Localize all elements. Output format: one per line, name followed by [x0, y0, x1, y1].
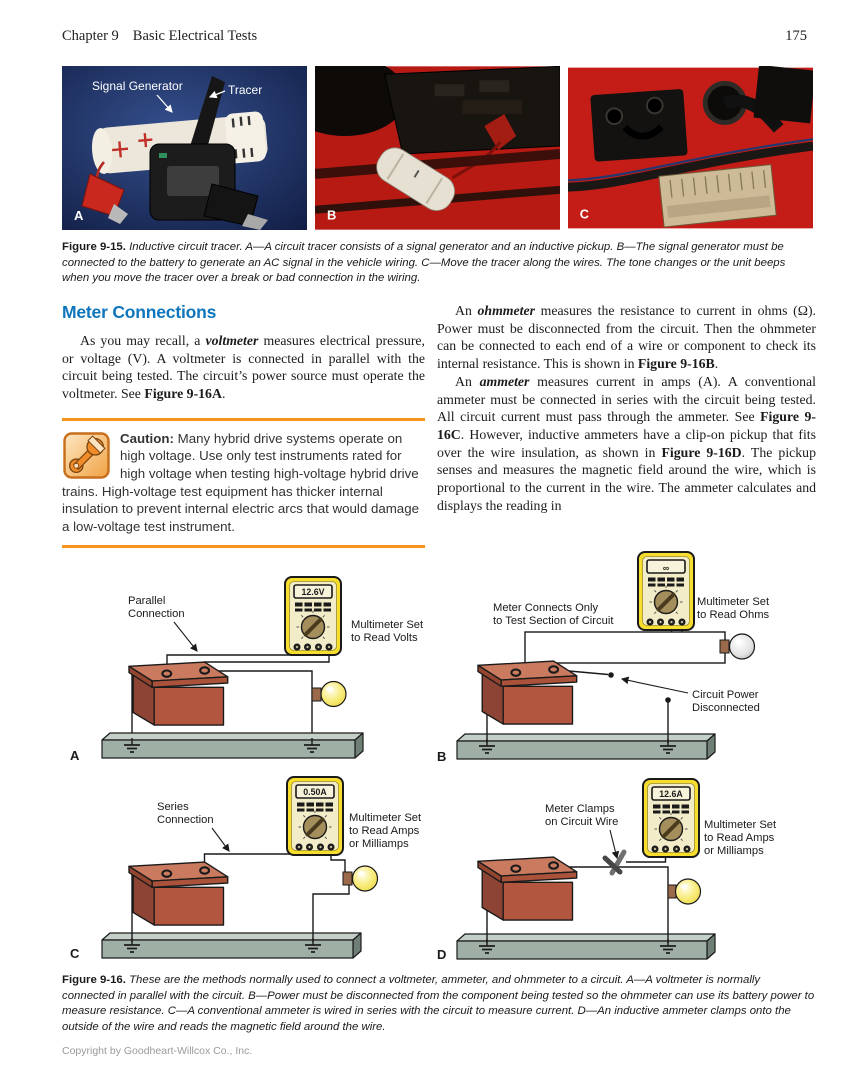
figure-9-16a-diagram	[60, 552, 440, 770]
battery	[129, 662, 228, 725]
figure-reference: Figure 9-16A	[144, 386, 222, 402]
ammeter-paragraph	[437, 373, 816, 515]
pointer-arrow	[622, 679, 688, 693]
caution-text: Many hybrid drive systems operate on high voltage. Use only test instruments rated for high voltage when testing high-voltage hybrid drive trains. High-voltage test equipment has thicker internal insulation to prevent internal electric arcs that would damage a low-voltage test instrument.	[62, 430, 419, 534]
page-number: 175	[785, 28, 807, 44]
figure-label: Figure 9-15.	[62, 241, 126, 253]
black-mount-plate	[590, 89, 688, 162]
right-column	[437, 302, 816, 515]
signal-generator-label: Signal Generator	[92, 79, 183, 93]
figure-9-16-caption	[62, 973, 815, 1035]
light-bulb	[730, 634, 755, 659]
text-run: .	[714, 356, 719, 372]
meter-label: Multimeter Set	[697, 596, 770, 608]
light-bulb	[321, 682, 346, 707]
meter-reading: 0.50A	[303, 787, 327, 797]
ground-bar	[102, 733, 363, 758]
caption-text: These are the methods normally used to connect a voltmeter, ammeter, and ohmmeter to a circuit. A—A voltmeter is normally connected in parallel with the circuit. B—Power must be disconnected from the component being tested so the ohmmeter can use its battery power to measure resistance. C—A conventional ammeter is wired in series with the circuit to measure current. D—An inductive ammeter clamps onto the outside of the wire and reads the magnetic field around the wire.	[62, 974, 815, 1033]
figure-reference: Figure 9-16D	[661, 444, 742, 460]
meter-reading: 12.6V	[301, 587, 325, 597]
photo-letter: B	[326, 207, 337, 223]
black-module	[754, 66, 813, 123]
voltmeter-paragraph	[62, 332, 425, 403]
meter-reading: 12.6A	[659, 789, 683, 799]
text-run: measures current in amps (A). A conventional ammeter must be connected in series with the circuit being tested. All circuit current must pass through the ammeter. See	[437, 373, 816, 425]
disconnect-dot	[665, 697, 671, 703]
wrench-icon	[63, 432, 110, 479]
connection-label: to Test Section of Circuit	[493, 615, 614, 627]
running-head	[62, 28, 807, 45]
figure-9-16b-diagram	[430, 548, 820, 770]
diagram-letter: A	[70, 748, 80, 763]
text-run: measures electrical pressure, or voltage (V). A voltmeter is connected in parallel with the circuit being tested. The circuit’s power source must operate the voltmeter. See	[62, 333, 426, 402]
vehicle-battery	[385, 66, 560, 154]
photo-letter: C	[579, 206, 589, 222]
left-column	[62, 302, 425, 548]
term-voltmeter: voltmeter	[205, 333, 259, 348]
ground-bar	[457, 734, 715, 759]
ground-bar	[102, 933, 361, 958]
text-run: An	[455, 303, 478, 318]
meter-label: Multimeter Set	[351, 619, 424, 631]
meter-label: or Milliamps	[704, 845, 764, 857]
connection-label: Meter Connects Only	[493, 602, 599, 614]
disconnect-dot	[608, 672, 614, 678]
tracer-label: Tracer	[228, 83, 263, 97]
connection-label: Connection	[128, 608, 185, 620]
test-section-loop	[525, 632, 725, 663]
diagram-letter: D	[437, 947, 447, 962]
meter-label: to Read Amps	[349, 825, 420, 837]
figure-9-15-photos	[62, 66, 815, 230]
figure-reference: Figure 9-16C	[437, 409, 816, 443]
figure-9-15-caption	[62, 240, 815, 287]
meter-label: to Read Volts	[351, 632, 418, 644]
caption-text: Inductive circuit tracer. A—A circuit tracer consists of a signal generator and an inductive pickup. B—The signal generator must be connected to the battery to generate an AC signal in the vehicle wiring. C—Move the tracer along the wires. The tone changes or the unit beeps when you move the tracer over a break or bad connection in the wiring.	[62, 241, 786, 284]
copyright-notice: Copyright by Goodheart-Willcox Co., Inc.	[62, 1045, 253, 1057]
pointer-arrow	[174, 622, 197, 651]
light-bulb	[353, 866, 378, 891]
text-run: An	[455, 373, 480, 389]
connection-label: Parallel	[128, 595, 166, 607]
section-heading: Meter Connections	[62, 302, 217, 322]
caution-box	[62, 418, 425, 548]
diagram-letter: C	[70, 946, 80, 961]
figure-reference: Figure 9-16B	[637, 356, 715, 372]
power-label: Circuit Power	[692, 689, 759, 701]
chapter-number: Chapter 9	[62, 28, 119, 44]
term-ohmmeter: ohmmeter	[477, 303, 535, 318]
photo-c-tracing-wires	[568, 66, 813, 230]
pointer-arrow	[212, 828, 229, 851]
term-ammeter: ammeter	[479, 373, 530, 389]
meter-label: Multimeter Set	[704, 819, 777, 831]
figure-9-16d-diagram	[430, 772, 820, 967]
caution-label: Caution:	[120, 430, 174, 446]
photo-b-battery-connection	[315, 66, 560, 230]
text-run: . The pickup senses and measures the magnetic field around the wire, which is proportional to the current in the wire. The ammeter calculates and displays the reading in	[437, 444, 816, 513]
power-label: Disconnected	[692, 702, 760, 714]
light-bulb	[676, 879, 701, 904]
battery	[478, 661, 577, 724]
connection-label: Meter Clamps	[545, 803, 615, 815]
bulb-socket	[343, 872, 352, 885]
battery	[129, 862, 228, 925]
text-run: measures the resistance to current in ohms (Ω). Power must be disconnected from the circuit. Then the ohmmeter can be connected to each end of a wire or component to check its internal resistance. This is shown in	[437, 303, 816, 372]
connection-label: Connection	[157, 814, 214, 826]
meter-label: Multimeter Set	[349, 812, 422, 824]
meter-label: to Read Amps	[704, 832, 775, 844]
pointer-arrow	[610, 830, 617, 858]
meter-label: to Read Ohms	[697, 609, 770, 621]
bulb-socket	[668, 885, 676, 898]
diagram-letter: B	[437, 749, 447, 764]
connection-label: on Circuit Wire	[545, 816, 619, 828]
ohmmeter-paragraph	[437, 302, 816, 373]
photo-letter: A	[74, 208, 84, 223]
bulb-socket	[312, 688, 321, 701]
connection-label: Series	[157, 801, 189, 813]
meter-reading: ∞	[662, 563, 670, 573]
meter-label: or Milliamps	[349, 838, 409, 850]
chapter-name: Basic Electrical Tests	[132, 28, 258, 44]
body-columns	[62, 302, 816, 548]
bulb-socket	[720, 640, 729, 653]
ground-bar	[457, 934, 715, 959]
photo-a-circuit-tracer	[62, 66, 307, 230]
text-run: .	[221, 386, 226, 402]
text-run: . However, inductive ammeters have a clip-on pickup that fits over the wire insulation, as shown in	[437, 427, 816, 460]
text-run: As you may recall, a	[80, 333, 206, 348]
clamp-pickup	[605, 852, 624, 873]
figure-label: Figure 9-16.	[62, 974, 126, 986]
figure-9-16c-diagram	[60, 772, 440, 967]
battery	[478, 857, 577, 920]
chapter-title	[62, 28, 257, 45]
